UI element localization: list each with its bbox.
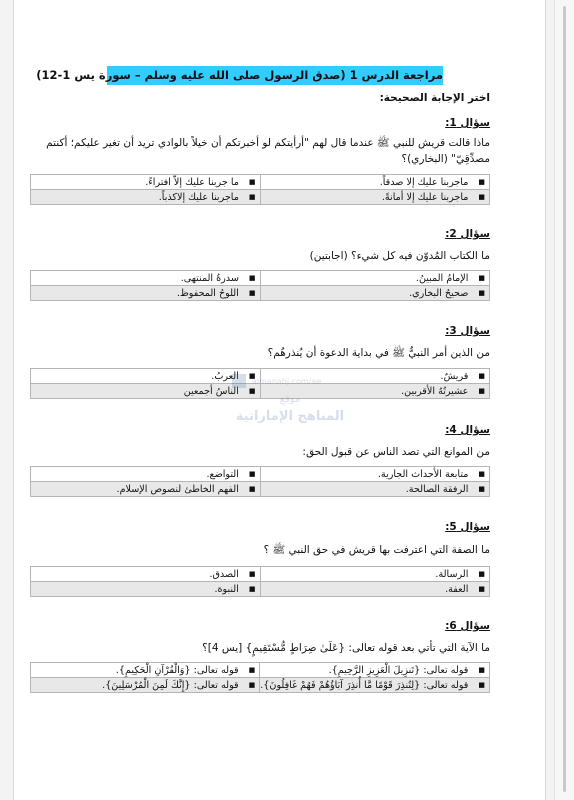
question-1-options bbox=[30, 174, 490, 205]
question-2-text: ما الكتاب المُدوّن فيه كل شيء؟ (اجابتين) bbox=[309, 250, 490, 262]
option[interactable]: ■الرسالة. bbox=[260, 567, 490, 582]
question-3-options bbox=[30, 368, 490, 399]
option[interactable]: ■ماجربنا عليك إلاكذباً. bbox=[31, 190, 261, 205]
instruction-text: اختر الإجابة الصحيحة: bbox=[379, 92, 490, 104]
bullet-icon: ■ bbox=[478, 288, 485, 297]
option[interactable]: ■التواضع. bbox=[31, 467, 261, 482]
bullet-icon: ■ bbox=[478, 569, 485, 578]
bullet-icon: ■ bbox=[478, 584, 485, 593]
option[interactable]: ■الإمامُ المبينُ. bbox=[260, 271, 490, 286]
bullet-icon: ■ bbox=[248, 273, 256, 282]
bullet-icon: ■ bbox=[248, 584, 256, 593]
question-4-options bbox=[30, 466, 490, 497]
option[interactable]: ■العفة. bbox=[260, 582, 490, 597]
option[interactable]: ■ما جربنا عليك إلاّ افتراءً. bbox=[31, 175, 261, 190]
bullet-icon: ■ bbox=[248, 484, 256, 493]
bullet-icon: ■ bbox=[478, 177, 485, 186]
bullet-icon: ■ bbox=[248, 665, 256, 674]
bullet-icon: ■ bbox=[478, 680, 485, 689]
question-3-label: سؤال 3: bbox=[445, 325, 490, 337]
option[interactable]: ■الرفقة الصالحة. bbox=[260, 482, 490, 497]
question-6-text: ما الآية التي تأتي بعد قوله تعالى: {عَلَىٰ صِرَاطٍ مُّسْتَقِيمٍ} [يس 4]؟ bbox=[202, 642, 490, 654]
watermark-url: almanahj.com/ae bbox=[252, 377, 322, 386]
bullet-icon: ■ bbox=[248, 386, 256, 395]
option[interactable]: ■قوله تعالى: {تَنزِيلَ الْعَزِيزِ الرَّحِيمِ}. bbox=[260, 663, 490, 678]
question-2-options bbox=[30, 270, 490, 301]
option[interactable]: ■الصدق. bbox=[31, 567, 261, 582]
bullet-icon: ■ bbox=[248, 371, 256, 380]
question-3-text: من الذين أمر النبيُّ ﷺ في بداية الدعوة أن يُنذرهُم؟ bbox=[267, 347, 490, 359]
question-6-options bbox=[30, 662, 490, 693]
bullet-icon: ■ bbox=[478, 665, 485, 674]
option[interactable]: ■العربُ. bbox=[31, 369, 261, 384]
bullet-icon: ■ bbox=[248, 192, 256, 201]
question-4-text: من الموانع التي تصد الناس عن قبول الحق: bbox=[302, 446, 490, 458]
watermark-line-1: موقع bbox=[279, 394, 301, 405]
option[interactable]: ■قوله تعالى: {لِتُنذِرَ قَوْمًا مَّا أُنذِرَ آبَاؤُهُمْ فَهُمْ غَافِلُونَ}. bbox=[260, 678, 490, 693]
option[interactable]: ■الفهم الخاطئ لنصوص الإسلام. bbox=[31, 482, 261, 497]
bullet-icon: ■ bbox=[248, 569, 256, 578]
option[interactable]: ■متابعة الأحداث الجارية. bbox=[260, 467, 490, 482]
bullet-icon: ■ bbox=[248, 177, 256, 186]
vertical-scrollbar-thumb[interactable] bbox=[563, 6, 566, 792]
watermark-line-2: المناهج الإماراتية bbox=[235, 409, 345, 424]
bullet-icon: ■ bbox=[248, 469, 256, 478]
option[interactable]: ■سدرةُ المنتهى. bbox=[31, 271, 261, 286]
option[interactable]: ■اللوحُ المحفوظ. bbox=[31, 286, 261, 301]
question-5-label: سؤال 5: bbox=[445, 521, 490, 533]
question-2-label: سؤال 2: bbox=[445, 228, 490, 240]
option[interactable]: ■صحيحُ البخاري. bbox=[260, 286, 490, 301]
question-4-label: سؤال 4: bbox=[445, 424, 490, 436]
bullet-icon: ■ bbox=[478, 469, 485, 478]
option[interactable]: ■عشيرتُهُ الأقربين. bbox=[260, 384, 490, 399]
bullet-icon: ■ bbox=[248, 680, 256, 689]
bullet-icon: ■ bbox=[248, 288, 256, 297]
option[interactable]: ■الناسُ أجمعين bbox=[31, 384, 261, 399]
question-1-label: سؤال 1: bbox=[445, 117, 490, 129]
bullet-icon: ■ bbox=[478, 386, 485, 395]
question-5-options bbox=[30, 566, 490, 597]
page-title: مراجعة الدرس 1 (صدق الرسول صلى الله عليه وسلم – سورة يس 1-12) bbox=[107, 66, 443, 85]
option[interactable]: ■ماجربنا عليك إلا صدقاً. bbox=[260, 175, 490, 190]
bullet-icon: ■ bbox=[478, 484, 485, 493]
question-6-label: سؤال 6: bbox=[445, 620, 490, 632]
bullet-icon: ■ bbox=[478, 192, 485, 201]
option[interactable]: ■قريشٌ. bbox=[260, 369, 490, 384]
option[interactable]: ■قوله تعالى: {وَالْقُرْآنِ الْحَكِيمِ}. bbox=[31, 663, 260, 678]
option[interactable]: ■النبوة. bbox=[31, 582, 261, 597]
question-1-text: ماذا قالت قريش للنبي ﷺ عندما قال لهم "أرأيتكم لو أخبرتكم أن خيلاً بالوادي تريد أن تغير عليكم؛ أكنتم مصدِّقِيّ" (البخاري)؟ bbox=[46, 137, 490, 165]
bullet-icon: ■ bbox=[478, 273, 485, 282]
option[interactable]: ■ماجربنا عليك إلا أمانةً. bbox=[260, 190, 490, 205]
bullet-icon: ■ bbox=[478, 371, 485, 380]
option[interactable]: ■قوله تعالى: {إِنَّكَ لَمِنَ الْمُرْسَلِينَ}. bbox=[31, 678, 260, 693]
question-5-text: ما الصفة التي اعترفت بها قريش في حق النبي ﷺ ؟ bbox=[263, 544, 490, 556]
